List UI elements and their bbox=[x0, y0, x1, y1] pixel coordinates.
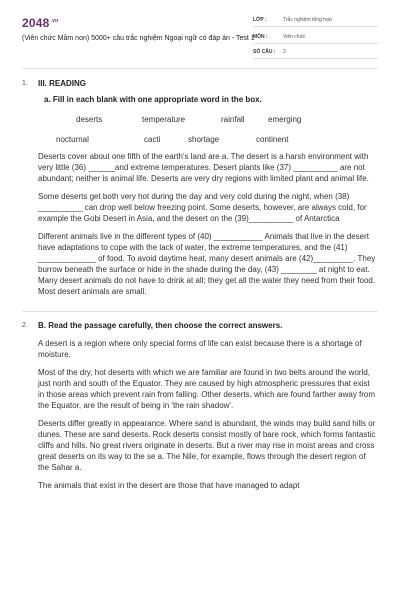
word-bank-item: shortage bbox=[188, 135, 220, 144]
paragraph: Most of the dry, hot deserts with which we are familiar are found in two belts around the world, just north and south of the Equator. They are caused by high atmospheric pressures that exist in those areas which prevent rain from falling. Other deserts, which are found farther away from the Equator, are the result of being in 'the rain shadow'. bbox=[38, 368, 376, 410]
meta-count-value: 2 bbox=[283, 49, 286, 55]
section-title: III. READING bbox=[38, 79, 87, 88]
section-number: 2. bbox=[22, 322, 28, 329]
meta-class-label: LỚP : bbox=[253, 17, 267, 23]
meta-subject bbox=[253, 31, 378, 44]
paragraph: Deserts cover about one fifth of the earth's land are a. The desert is a harsh environment with very little (36) ______and extreme temperatures. Desert plants like (37) __________ are not abundant; neither is animal life. Deserts are very dry regions with limited plant and animal life. bbox=[38, 152, 369, 183]
word-bank-item: continent bbox=[256, 135, 289, 144]
document-body bbox=[22, 76, 378, 498]
paragraph: A desert is a region where only special forms of life can exist because there is a shortage of moisture. bbox=[38, 339, 362, 359]
paragraph: The animals that exist in the desert are those that have managed to adapt bbox=[38, 481, 300, 490]
word-bank-item: emerging bbox=[268, 115, 302, 124]
section-1-heading bbox=[22, 76, 378, 90]
section-number: 1. bbox=[22, 80, 28, 87]
section-2-passage bbox=[38, 338, 378, 491]
meta-subject-value: Viên chức bbox=[283, 34, 306, 40]
paragraph: Some deserts get both very hot during the day and very cold during the night, when (38) __________ can drop well below freezing point. Some deserts, however, are always cold, for example the Gobi Desert in Asia, and the desert on the (39)__________ of Antarctica bbox=[38, 192, 367, 223]
word-bank-item: temperature bbox=[142, 115, 186, 124]
paragraph: Different animals live in the different types of (40) ___________ Animals that live in the desert have adaptations to cope with the lack of water, the extreme temperatures, and the (41) _____________ of food. To avoid daytime heat, many desert animals are (42)_________. They burrow beneath the surface or hide in the shade during the day, (43) ________ at night to eat. Many desert animals do not have to drink at all; they get all the water they need from their food. Most desert animals are small. bbox=[38, 232, 376, 296]
word-bank bbox=[38, 105, 378, 145]
word-bank-item: deserts bbox=[76, 115, 103, 124]
meta-class-value: Trắc nghiệm tổng hợp bbox=[283, 17, 332, 23]
meta-question-count bbox=[253, 46, 378, 59]
document-title: (Viên chức Mầm non) 5000+ câu trắc nghiệm Ngoại ngữ có đáp án - Test 1 bbox=[22, 35, 255, 42]
word-bank-item: cacti bbox=[144, 135, 161, 144]
section-title: B. Read the passage carefully, then choose the correct answers. bbox=[38, 321, 283, 330]
document-header bbox=[0, 0, 400, 64]
section-2-heading bbox=[22, 318, 378, 332]
paragraph: Deserts differ greatly in appearance. Where sand is abundant, the winds may build sand hills or dunes. These are sand deserts. Rock deserts consist mostly of bare rock, which forms fantastic cliffs and hills. No great rivers originate in deserts. But a river may rise in moist areas and cross great deserts on its way to the se a. The Nile, for example, flows through the desert region of the Sahar a. bbox=[38, 419, 376, 472]
word-bank-item: rainfall bbox=[221, 115, 245, 124]
meta-class bbox=[253, 14, 378, 27]
site-logo[interactable]: $2048^{.vn}$ bbox=[22, 16, 59, 30]
section-1-instruction: a. Fill in each blank with one appropriate word in the box. bbox=[44, 95, 262, 104]
header-divider bbox=[22, 68, 378, 69]
meta-subject-label: MÔN : bbox=[253, 34, 268, 40]
section-divider bbox=[22, 311, 378, 312]
meta-count-label: SỐ CÂU : bbox=[253, 49, 276, 55]
word-bank-item: nocturnal bbox=[56, 135, 89, 144]
section-1-passage bbox=[38, 151, 378, 297]
